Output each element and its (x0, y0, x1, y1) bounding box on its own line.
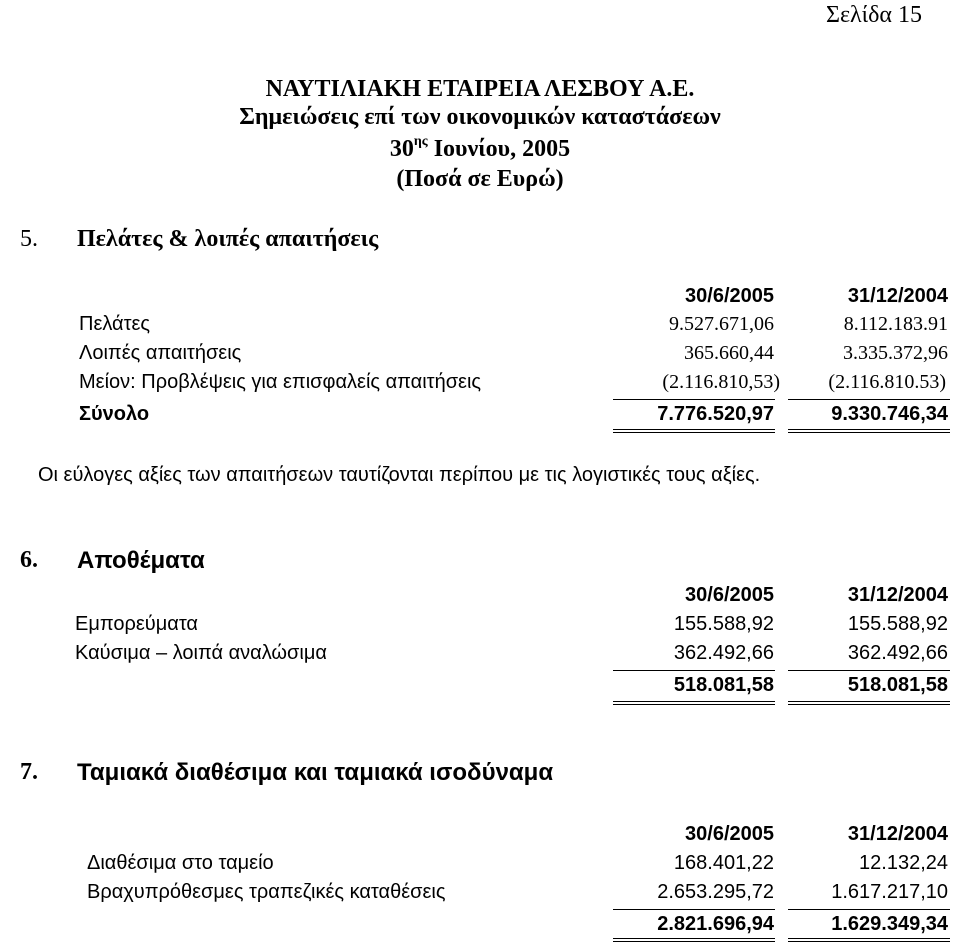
note5-total-double-line (788, 432, 950, 433)
note5-row-label: Μείον: Προβλέψεις για επισφαλείς απαιτήσεις (79, 371, 482, 393)
note5-col2-header: 31/12/2004 (847, 285, 948, 307)
note6-col1-header: 30/6/2005 (685, 584, 774, 606)
note5-row-label: Πελάτες (79, 313, 151, 335)
note7-total-double-line (788, 941, 950, 942)
note7-col2-header: 31/12/2004 (847, 823, 948, 845)
note5-number: 5. (20, 226, 38, 252)
note6-subtotal-line (613, 670, 775, 671)
note5-row-v1: 365.660,44 (684, 342, 774, 364)
note6-total-double-line (788, 704, 950, 705)
note5-row-v2: (2.116.810.53) (828, 371, 946, 393)
note7-number: 7. (20, 759, 38, 785)
note5-row-v2: 8.112.183.91 (843, 313, 948, 335)
note7-row-v2: 1.617.217,10 (831, 881, 948, 903)
note5-total-double-line (613, 432, 775, 433)
note6-total-double-line (613, 701, 775, 702)
note6-col2-header: 31/12/2004 (847, 584, 948, 606)
note5-row-v1: (2.116.810,53) (662, 371, 780, 393)
note6-row-v2: 362.492,66 (847, 642, 948, 664)
report-date-day: 30 (389, 136, 414, 162)
currency-note: (Ποσά σε Ευρώ) (396, 166, 564, 192)
note7-total-v2: 1.629.349,34 (831, 913, 948, 935)
note5-row-label: Λοιπές απαιτήσεις (79, 342, 242, 364)
note7-total-double-line (613, 941, 775, 942)
note6-subtotal-line (788, 670, 950, 671)
company-name: ΝΑΥΤΙΛΙΑΚΗ ΕΤΑΙΡΕΙΑ ΛΕΣΒΟΥ Α.Ε. (265, 76, 695, 102)
note7-col1-header: 30/6/2005 (685, 823, 774, 845)
note5-title: Πελάτες & λοιπές απαιτήσεις (77, 226, 379, 252)
note7-row-label: Βραχυπρόθεσμες τραπεζικές καταθέσεις (87, 881, 446, 903)
note7-subtotal-line (613, 909, 775, 910)
note6-total-v1: 518.081,58 (673, 674, 774, 696)
report-date (0, 136, 960, 163)
page-number: Σελίδα 15 (825, 2, 922, 28)
note7-row-v1: 2.653.295,72 (657, 881, 774, 903)
note5-col1-header: 30/6/2005 (685, 285, 774, 307)
note7-row-v1: 168.401,22 (673, 852, 774, 874)
note5-total-v2: 9.330.746,34 (831, 403, 948, 425)
note6-row-label: Εμπορεύματα (75, 613, 198, 635)
note5-total-v1: 7.776.520,97 (657, 403, 774, 425)
note7-title: Ταμιακά διαθέσιμα και ταμιακά ισοδύναμα (77, 759, 554, 786)
note6-total-double-line (788, 701, 950, 702)
note6-title: Αποθέματα (77, 547, 205, 574)
note7-total-double-line (788, 938, 950, 939)
note7-total-double-line (613, 938, 775, 939)
note6-number: 6. (20, 547, 38, 573)
note7-row-v2: 12.132,24 (859, 852, 948, 874)
note6-row-label: Καύσιμα – λοιπά αναλώσιμα (75, 642, 327, 664)
note5-row-v1: 9.527.671,06 (669, 313, 774, 335)
report-date-ordinal: ης (413, 134, 428, 149)
report-date-month-year: Ιουνίου, 2005 (433, 136, 571, 162)
note5-fair-value-remark: Οι εύλογες αξίες των απαιτήσεων ταυτίζονται περίπου με τις λογιστικές τους αξίες. (38, 464, 761, 486)
note5-total-label: Σύνολο (79, 403, 150, 425)
note5-subtotal-line (788, 399, 950, 400)
note7-subtotal-line (788, 909, 950, 910)
note6-row-v1: 362.492,66 (673, 642, 774, 664)
note7-total-v1: 2.821.696,94 (657, 913, 774, 935)
note5-total-double-line (788, 429, 950, 430)
note5-total-double-line (613, 429, 775, 430)
note5-subtotal-line (613, 399, 775, 400)
note6-row-v1: 155.588,92 (673, 613, 774, 635)
note7-row-label: Διαθέσιμα στο ταμείο (87, 852, 274, 874)
note6-row-v2: 155.588,92 (847, 613, 948, 635)
document-subtitle: Σημειώσεις επί των οικονομικών καταστάσεων (239, 104, 721, 130)
note5-row-v2: 3.335.372,96 (843, 342, 948, 364)
note6-total-v2: 518.081,58 (847, 674, 948, 696)
note6-total-double-line (613, 704, 775, 705)
